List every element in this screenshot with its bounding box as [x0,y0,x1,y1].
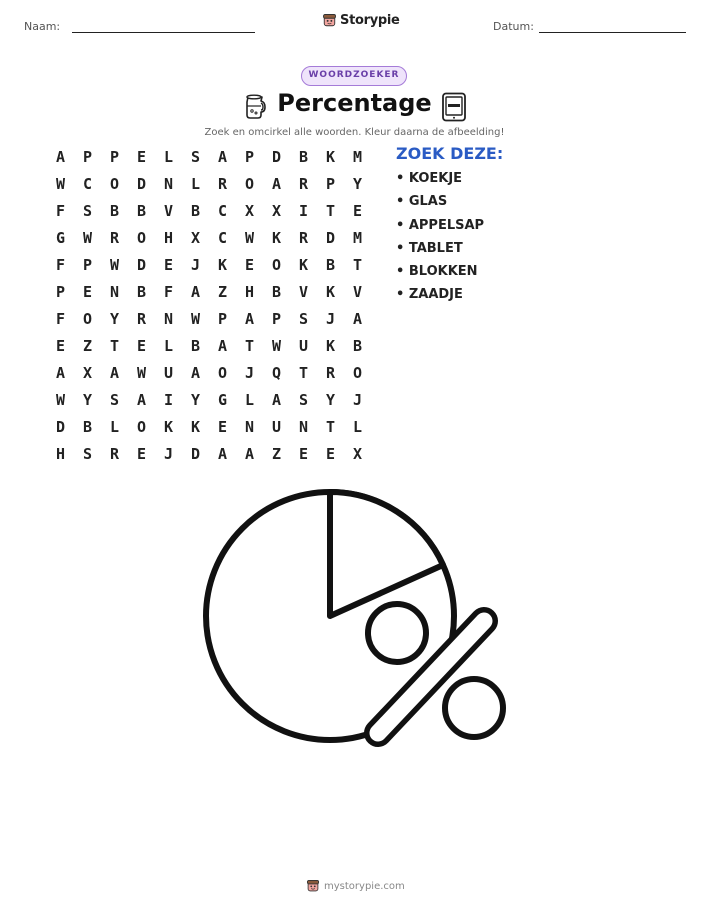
grid-row [47,148,371,175]
grid-letter[interactable]: I [163,391,174,409]
grid-letter[interactable]: R [136,310,147,328]
word-search-grid [47,148,371,472]
grid-letter[interactable]: E [298,445,309,463]
grid-letter[interactable]: V [298,283,309,301]
storypie-mascot-icon [306,879,320,893]
grid-letter[interactable]: W [55,175,66,193]
grid-letter[interactable]: Y [190,391,201,409]
grid-letter[interactable]: Y [82,391,93,409]
grid-letter[interactable]: O [136,418,147,436]
grid-letter[interactable]: O [217,364,228,382]
brand-name: Storypie [340,13,400,28]
grid-letter[interactable]: T [298,364,309,382]
grid-letter[interactable]: X [271,202,282,220]
grid-letter[interactable]: D [190,445,201,463]
grid-letter[interactable]: A [271,391,282,409]
grid-letter[interactable]: A [190,364,201,382]
grid-letter[interactable]: J [163,445,174,463]
grid-letter[interactable]: X [190,229,201,247]
grid-letter[interactable]: K [217,256,228,274]
grid-row [47,175,371,202]
footer-url[interactable]: mystorypie.com [324,880,405,892]
grid-letter[interactable]: N [163,175,174,193]
grid-letter[interactable]: N [163,310,174,328]
grid-row [47,364,371,391]
grid-letter[interactable]: T [325,418,336,436]
grid-letter[interactable]: K [298,256,309,274]
grid-letter[interactable]: O [352,364,363,382]
grid-letter[interactable]: O [136,229,147,247]
grid-letter[interactable]: B [325,256,336,274]
grid-letter[interactable]: A [244,445,255,463]
grid-letter[interactable]: Z [271,445,282,463]
grid-letter[interactable]: V [163,202,174,220]
grid-letter[interactable]: R [109,445,120,463]
grid-letter[interactable]: A [244,310,255,328]
grid-letter[interactable]: N [109,283,120,301]
grid-letter[interactable]: M [352,229,363,247]
grid-letter[interactable]: D [55,418,66,436]
storypie-mascot-icon [322,13,337,28]
grid-letter[interactable]: J [325,310,336,328]
grid-letter[interactable]: P [217,310,228,328]
grid-row [47,202,371,229]
footer [306,879,405,893]
grid-letter[interactable]: S [298,391,309,409]
grid-letter[interactable]: W [109,256,120,274]
word-list-item: • TABLET [396,240,463,256]
grid-letter[interactable]: O [244,175,255,193]
grid-letter[interactable]: U [163,364,174,382]
grid-letter[interactable]: E [136,445,147,463]
grid-letter[interactable]: K [325,148,336,166]
grid-letter[interactable]: B [190,202,201,220]
grid-letter[interactable]: D [271,148,282,166]
grid-letter[interactable]: X [352,445,363,463]
date-label: Datum: [493,20,534,33]
grid-letter[interactable]: L [163,148,174,166]
grid-letter[interactable]: N [298,418,309,436]
grid-row [47,445,371,472]
grid-letter[interactable]: L [352,418,363,436]
grid-letter[interactable]: R [217,175,228,193]
grid-letter[interactable]: S [190,148,201,166]
grid-letter[interactable]: D [136,256,147,274]
grid-letter[interactable]: H [163,229,174,247]
grid-letter[interactable]: E [325,445,336,463]
brand-logo [322,13,400,28]
grid-row [47,310,371,337]
grid-letter[interactable]: L [190,175,201,193]
grid-letter[interactable]: B [82,418,93,436]
grid-letter[interactable]: A [217,148,228,166]
grid-letter[interactable]: T [244,337,255,355]
grid-letter[interactable]: T [352,256,363,274]
grid-letter[interactable]: B [298,148,309,166]
instructions: Zoek en omcirkel alle woorden. Kleur daarna de afbeelding! [204,127,505,138]
grid-letter[interactable]: O [109,175,120,193]
grid-letter[interactable]: Y [325,391,336,409]
grid-letter[interactable]: S [82,445,93,463]
grid-letter[interactable]: O [82,310,93,328]
grid-letter[interactable]: P [109,148,120,166]
grid-letter[interactable]: Y [352,175,363,193]
grid-letter[interactable]: W [136,364,147,382]
grid-letter[interactable]: R [109,229,120,247]
grid-letter[interactable]: Z [82,337,93,355]
grid-letter[interactable]: H [55,445,66,463]
grid-letter[interactable]: J [190,256,201,274]
date-line[interactable] [539,32,686,33]
grid-letter[interactable]: P [244,148,255,166]
word-list-item: • GLAS [396,194,448,210]
grid-letter[interactable]: T [109,337,120,355]
grid-letter[interactable]: W [82,229,93,247]
word-list-item: • APPELSAP [396,217,485,233]
grid-letter[interactable]: D [136,175,147,193]
grid-letter[interactable]: A [217,337,228,355]
grid-letter[interactable]: D [325,229,336,247]
name-line[interactable] [72,32,255,33]
grid-letter[interactable]: E [244,256,255,274]
grid-row [47,337,371,364]
grid-letter[interactable]: K [325,337,336,355]
grid-letter[interactable]: Z [217,283,228,301]
grid-letter[interactable]: S [298,310,309,328]
grid-letter[interactable]: B [136,202,147,220]
name-label: Naam: [24,20,61,33]
grid-letter[interactable]: A [55,148,66,166]
grid-letter[interactable]: K [325,283,336,301]
grid-letter[interactable]: J [352,391,363,409]
percent-dot-top [368,604,426,662]
grid-letter[interactable]: F [55,310,66,328]
grid-letter[interactable]: P [82,148,93,166]
grid-letter[interactable]: G [55,229,66,247]
grid-letter[interactable]: M [352,148,363,166]
grid-letter[interactable]: C [217,229,228,247]
grid-letter[interactable]: K [271,229,282,247]
grid-letter[interactable]: U [271,418,282,436]
grid-letter[interactable]: R [298,175,309,193]
grid-row [47,391,371,418]
grid-letter[interactable]: E [352,202,363,220]
grid-letter[interactable]: A [217,445,228,463]
grid-letter[interactable]: L [109,418,120,436]
grid-letter[interactable]: O [271,256,282,274]
grid-letter[interactable]: K [163,418,174,436]
grid-letter[interactable]: G [217,391,228,409]
grid-letter[interactable]: B [271,283,282,301]
grid-letter[interactable]: K [190,418,201,436]
grid-letter[interactable]: W [244,229,255,247]
grid-letter[interactable]: E [136,337,147,355]
grid-letter[interactable]: A [109,364,120,382]
grid-row [47,418,371,445]
grid-letter[interactable]: J [244,364,255,382]
grid-letter[interactable]: E [136,148,147,166]
grid-row [47,256,371,283]
grid-letter[interactable]: U [298,337,309,355]
percent-dot-bottom [445,679,503,737]
grid-letter[interactable]: T [325,202,336,220]
grid-letter[interactable]: B [136,283,147,301]
grid-letter[interactable]: R [325,364,336,382]
grid-letter[interactable]: Q [271,364,282,382]
grid-letter[interactable]: P [271,310,282,328]
grid-letter[interactable]: S [82,202,93,220]
grid-letter[interactable]: A [136,391,147,409]
word-list-title: ZOEK DEZE: [396,144,504,163]
percentage-pie-chart-illustration[interactable] [198,488,508,753]
grid-letter[interactable]: B [352,337,363,355]
grid-letter[interactable]: W [271,337,282,355]
grid-letter[interactable]: H [244,283,255,301]
grid-letter[interactable]: Y [109,310,120,328]
grid-letter[interactable]: X [244,202,255,220]
grid-row [47,283,371,310]
grid-row [47,229,371,256]
grid-letter[interactable]: N [244,418,255,436]
word-list-item: • ZAADJE [396,287,463,303]
grid-letter[interactable]: A [352,310,363,328]
grid-letter[interactable]: P [325,175,336,193]
grid-letter[interactable]: P [55,283,66,301]
grid-letter[interactable]: A [190,283,201,301]
grid-letter[interactable]: S [109,391,120,409]
grid-letter[interactable]: P [82,256,93,274]
grid-letter[interactable]: A [55,364,66,382]
grid-letter[interactable]: V [352,283,363,301]
word-list [396,144,503,311]
grid-letter[interactable]: R [298,229,309,247]
grid-letter[interactable]: E [82,283,93,301]
grid-letter[interactable]: L [244,391,255,409]
tablet-icon [441,92,467,122]
grid-letter[interactable]: W [190,310,201,328]
grid-letter[interactable]: L [163,337,174,355]
grid-letter[interactable]: C [217,202,228,220]
grid-letter[interactable]: B [109,202,120,220]
word-list-item: • BLOKKEN [396,264,478,280]
word-list-item: • KOEKJE [396,171,463,186]
grid-letter[interactable]: F [55,256,66,274]
worksheet-type-badge: WOORDZOEKER [301,66,407,86]
grid-letter[interactable]: B [190,337,201,355]
grid-letter[interactable]: E [163,256,174,274]
grid-letter[interactable]: W [55,391,66,409]
grid-letter[interactable]: A [271,175,282,193]
grid-letter[interactable]: C [82,175,93,193]
grid-letter[interactable]: X [82,364,93,382]
page-title: Percentage [277,89,432,117]
grid-letter[interactable]: E [55,337,66,355]
grid-letter[interactable]: E [217,418,228,436]
grid-letter[interactable]: I [298,202,309,220]
grid-letter[interactable]: F [55,202,66,220]
grid-letter[interactable]: F [163,283,174,301]
